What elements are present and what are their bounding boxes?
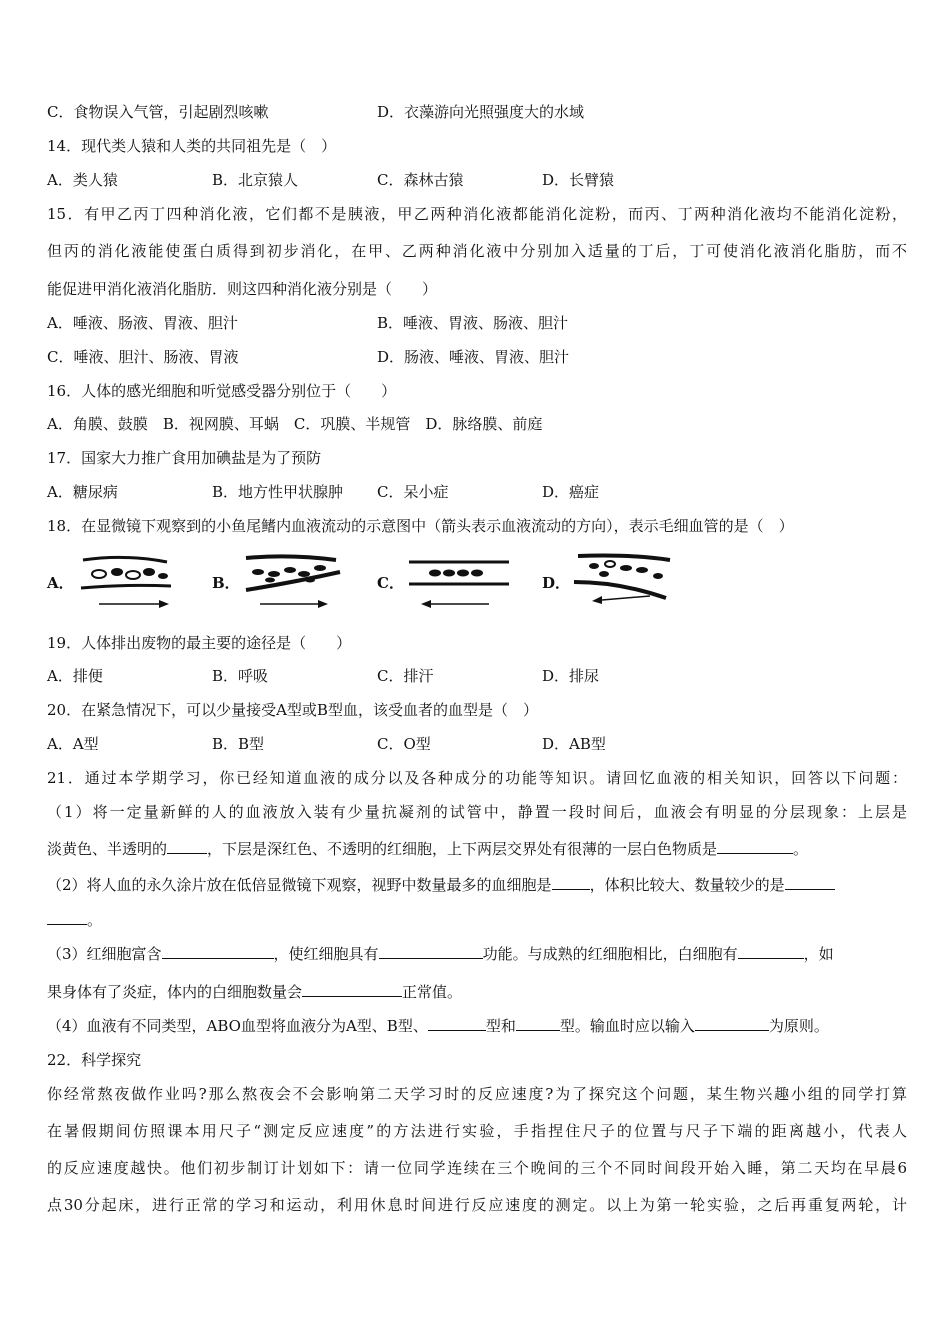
q21-part2-text-a: （2）将人血的永久涂片放在低倍显微镜下观察，视野中数量最多的血细胞是 bbox=[47, 876, 552, 894]
q18-label-c: C． bbox=[377, 574, 404, 592]
q19-option-a: A．排便 bbox=[47, 667, 103, 685]
q19-option-b: B．呼吸 bbox=[212, 667, 269, 685]
q21-answer-blank-most-cells[interactable] bbox=[552, 875, 590, 890]
q21-stem: 21．通过本学期学习，你已经知道血液的成分以及各种成分的功能等知识。请回忆血液的相关知识，回答以下问题： bbox=[47, 769, 907, 787]
q15-stem-line2: 但丙的消化液能使蛋白质得到初步消化，在甲、乙两种消化液中分别加入适量的丁后，丁可使消化液消化脂肪，而不 bbox=[47, 242, 907, 260]
q21-answer-blank-count[interactable] bbox=[302, 982, 402, 997]
q21-part1-line2 bbox=[47, 838, 907, 860]
q21-part1-text-b: ，下层是深红色、不透明的红细胞，上下两层交界处有很薄的一层白色物质是 bbox=[207, 840, 718, 858]
blood-vessel-figure-a bbox=[75, 552, 185, 612]
q14-option-b: B．北京猿人 bbox=[212, 171, 299, 189]
q20-option-a: A．A型 bbox=[47, 735, 99, 753]
q17-option-c: C．呆小症 bbox=[377, 483, 449, 501]
q17-stem: 17．国家大力推广食用加碘盐是为了预防 bbox=[47, 449, 322, 467]
q20-option-c: C．O型 bbox=[377, 735, 431, 753]
q21-part1-text-a: 淡黄色、半透明的 bbox=[47, 840, 168, 858]
q21-part3-line1 bbox=[47, 943, 907, 965]
q21-part2-line2 bbox=[47, 909, 907, 931]
q14-stem: 14．现代类人猿和人类的共同祖先是（ ） bbox=[47, 137, 337, 155]
q21-answer-blank-large-cells[interactable] bbox=[785, 875, 835, 890]
q17-option-d: D．癌症 bbox=[542, 483, 600, 501]
q15-option-c: C．唾液、胆汁、肠液、胃液 bbox=[47, 348, 239, 366]
q21-part3-text-e: 果身体有了炎症，体内的白细胞数量会 bbox=[47, 983, 303, 1001]
q15-option-d: D．肠液、唾液、胃液、胆汁 bbox=[377, 348, 570, 366]
q21-part3-text-c: 功能。与成熟的红细胞相比，白细胞有 bbox=[482, 945, 738, 963]
q13-option-d: D．衣藻游向光照强度大的水域 bbox=[377, 103, 585, 121]
q18-stem: 18．在显微镜下观察到的小鱼尾鳍内血液流动的示意图中（箭头表示血液流动的方向），表示毛细血管的是（ ） bbox=[47, 517, 794, 535]
q15-option-a: A．唾液、肠液、胃液、胆汁 bbox=[47, 314, 238, 332]
q21-part1-text-c: 。 bbox=[793, 840, 809, 858]
blood-vessel-figure-d bbox=[570, 552, 680, 612]
q21-answer-blank-function[interactable] bbox=[379, 944, 483, 959]
q21-part3-text-a: （3）红细胞富含 bbox=[47, 945, 162, 963]
q15-option-b: B．唾液、胃液、肠液、胆汁 bbox=[377, 314, 569, 332]
q21-part3-text-f: 正常值。 bbox=[402, 983, 463, 1001]
q21-answer-blank-plasma[interactable] bbox=[167, 839, 207, 854]
q22-para-line3: 的反应速度越快。他们初步制订计划如下：请一位同学连续在三个晚间的三个不同时间段开始入睡，第二天均在早晨6 bbox=[47, 1159, 907, 1177]
q20-option-d: D．AB型 bbox=[542, 735, 606, 753]
q21-answer-blank-type1[interactable] bbox=[428, 1016, 486, 1031]
q14-option-a: A．类人猿 bbox=[47, 171, 118, 189]
q14-option-c: C．森林古猿 bbox=[377, 171, 464, 189]
q17-option-a: A．糖尿病 bbox=[47, 483, 118, 501]
q20-option-b: B．B型 bbox=[212, 735, 265, 753]
q21-answer-blank-large-cells-cont[interactable] bbox=[47, 910, 87, 925]
q16-options-row: A．角膜、鼓膜 B．视网膜、耳蜗 C．巩膜、半规管 D．脉络膜、前庭 bbox=[47, 415, 543, 433]
q21-answer-blank-white-layer[interactable] bbox=[717, 839, 793, 854]
q21-part4-line bbox=[47, 1015, 907, 1037]
q13-option-c: C．食物误入气管，引起剧烈咳嗽 bbox=[47, 103, 269, 121]
q15-stem-line3: 能促进甲消化液消化脂肪．则这四种消化液分别是（ ） bbox=[47, 280, 438, 298]
q21-part3-text-d: ，如 bbox=[803, 945, 834, 963]
q21-part1-line1: （1）将一定量新鲜的人的血液放入装有少量抗凝剂的试管中，静置一段时间后，血液会有明显的分层现象：上层是 bbox=[47, 803, 907, 821]
q20-stem: 20．在紧急情况下，可以少量接受A型或B型血，该受血者的血型是（ ） bbox=[47, 701, 538, 719]
q18-label-a: A． bbox=[47, 574, 74, 592]
q21-part3-text-b: ，使红细胞具有 bbox=[273, 945, 379, 963]
q19-option-c: C．排汗 bbox=[377, 667, 434, 685]
q21-answer-blank-hemoglobin[interactable] bbox=[162, 944, 274, 959]
q22-para-line2: 在暑假期间仿照课本用尺子“测定反应速度”的方法进行实验，手指捏住尺子的位置与尺子下端的距离越小，代表人 bbox=[47, 1122, 907, 1140]
q21-part2-text-b: ，体积比较大、数量较少的是 bbox=[589, 876, 785, 894]
q18-label-b: B． bbox=[212, 574, 240, 592]
q21-part3-line2 bbox=[47, 981, 907, 1003]
q21-answer-blank-type2[interactable] bbox=[516, 1016, 560, 1031]
q18-figure-row bbox=[47, 552, 907, 618]
q22-para-line1: 你经常熬夜做作业吗?那么熬夜会不会影响第二天学习时的反应速度?为了探究这个问题，某生物兴趣小组的同学打算 bbox=[47, 1085, 907, 1103]
q21-part2-text-c: 。 bbox=[87, 911, 103, 929]
q21-answer-blank-nucleus[interactable] bbox=[738, 944, 804, 959]
blood-vessel-figure-b bbox=[240, 552, 350, 612]
q21-part4-text-a: （4）血液有不同类型，ABO血型将血液分为A型、B型、 bbox=[47, 1017, 428, 1035]
q21-part4-text-b: 型和 bbox=[485, 1017, 516, 1035]
q19-option-d: D．排尿 bbox=[542, 667, 600, 685]
blood-vessel-figure-c bbox=[405, 552, 515, 612]
q21-part2-line1 bbox=[47, 874, 907, 896]
q18-label-d: D． bbox=[542, 574, 571, 592]
q15-stem-line1: 15．有甲乙丙丁四种消化液，它们都不是胰液，甲乙两种消化液都能消化淀粉，而丙、丁两种消化液均不能消化淀粉， bbox=[47, 205, 907, 223]
q19-stem: 19．人体排出废物的最主要的途径是（ ） bbox=[47, 634, 352, 652]
q21-part4-text-c: 型。输血时应以输入 bbox=[559, 1017, 695, 1035]
q22-para-line4: 点30分起床，进行正常的学习和运动，利用休息时间进行反应速度的测定。以上为第一轮实验，之后再重复两轮，计 bbox=[47, 1196, 907, 1214]
q21-answer-blank-principle[interactable] bbox=[695, 1016, 769, 1031]
q16-stem: 16．人体的感光细胞和听觉感受器分别位于（ ） bbox=[47, 382, 397, 400]
q17-option-b: B．地方性甲状腺肿 bbox=[212, 483, 344, 501]
q21-part4-text-d: 为原则。 bbox=[768, 1017, 829, 1035]
q22-title: 22．科学探究 bbox=[47, 1051, 142, 1069]
q14-option-d: D．长臂猿 bbox=[542, 171, 615, 189]
